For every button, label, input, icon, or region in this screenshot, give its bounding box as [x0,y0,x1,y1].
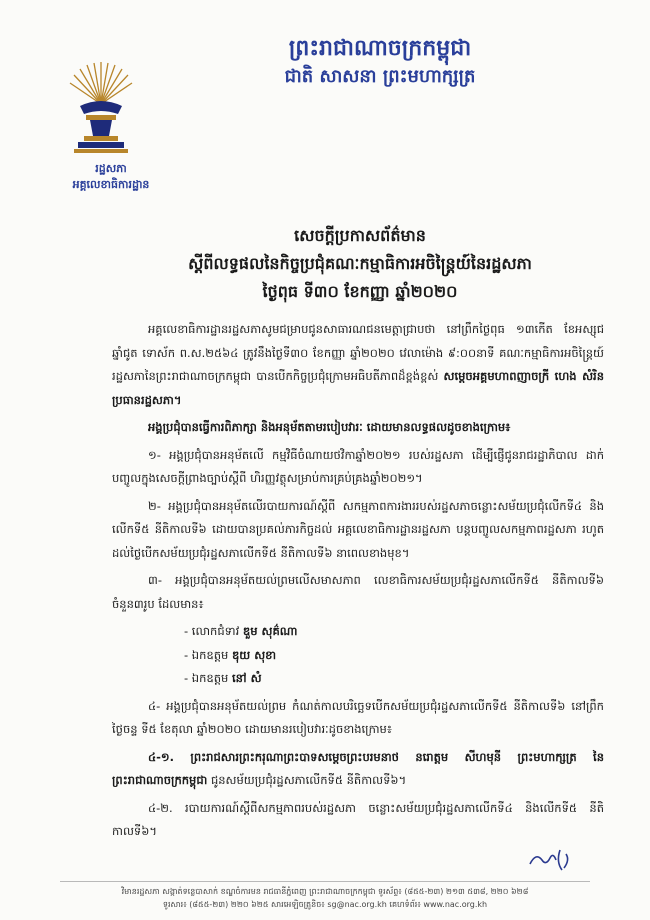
org-department: អគ្គលេខាធិការដ្ឋាន [72,178,150,191]
national-motto: ជាតិ សាសនា ព្រះមហាក្សត្រ [284,66,476,87]
intro-text: អគ្គលេខាធិការដ្ឋានរដ្ឋសភាសូមជម្រាបជូនសាធារណជនមេត្តាជ្រាបថា នៅព្រឹកថ្ងៃពុធ ១៣កើត ខែអស្សុជ ឆ្នាំជូត ទោស័ក ព.ស.២៥៦៤ ត្រូវនឹងថ្ងៃទី៣០ ខែកញ្ញា ឆ្នាំ២០២០ វេលាម៉ោង ៩:០០នាទី គណៈកម្មាធិការអចិន្ត្រៃយ៍រដ្ឋសភានៃព្រះរាជាណាចក្រកម្ពុជា បានបើកកិច្ចប្រជុំក្រោមអធិបតីភាពដ៏ខ្ពង់ខ្ពស់ [112,322,604,383]
title-line-3: ថ្ងៃពុធ ទី៣០ ខែកញ្ញា ឆ្នាំ២០២០ [262,282,458,301]
intro-paragraph [112,318,604,412]
item-4: ៤- អង្គប្រជុំបានអនុម័តយល់ព្រម កំណត់កាលបរិច្ឆេទបើកសម័យប្រជុំរដ្ឋសភាលើកទី៥ នីតិកាលទី៦ នៅព្រឹកថ្ងៃចន្ទ ទី៥ ខែតុលា ឆ្នាំ២០២០ ដោយមានរបៀបវារៈដូចខាងក្រោម៖ [112,698,604,736]
item-3: ៣- អង្គប្រជុំបានអនុម័តយល់ព្រមលើសមាសភាព លេខាធិការសម័យប្រជុំរដ្ឋសភាលើកទី៥ នីតិកាលទី៦ ចំនួន៣រូប ដែលមាន៖ [112,573,604,611]
lead-paragraph: អង្គប្រជុំបានធ្វើការពិភាក្សា និងអនុម័តតាមរបៀបវារៈ ដោយមានលទ្ធផលដូចខាងក្រោម៖ [148,420,511,434]
footer-contact: ទូរសារ៖ (៨៥៥-២៣) ២២០ ៦២៥ សារអេឡិចត្រូនិច៖ sg@nac.org.kh គេហទំព័រ៖ www.nac.org.kh [162,900,488,909]
org-name: រដ្ឋសភា [95,162,127,175]
document-body [112,318,604,848]
signature-initials-icon [526,846,576,874]
item-4-1: ៤-១. ព្រះរាជសារព្រះករុណាព្រះបាទសម្តេចព្រះបរមនាថ នរោត្តម សីហមុនី ព្រះមហាក្សត្រ នៃព្រះរាជាណាចក្រកម្ពុជា ជូនសម័យប្រជុំរដ្ឋសភាលើកទី៥ នីតិកាលទី៦។ [112,749,604,787]
member-2: - ឯកឧត្តម ឌុយ សុខា [184,647,277,662]
title-line-2: ស្តីពីលទ្ធផលនៃកិច្ចប្រជុំគណៈកម្មាធិការអចិន្ត្រៃយ៍នៃរដ្ឋសភា [188,254,532,273]
footer-divider [60,881,590,882]
national-assembly-emblem-icon [66,60,136,156]
item-1: ១- អង្គប្រជុំបានអនុម័តលើ កម្មវិធីចំណាយថវិកាឆ្នាំ២០២១ របស់រដ្ឋសភា ដើម្បីផ្ញើជូនរាជរដ្ឋាភិបាល ដាក់បញ្ចូលក្នុងសេចក្តីព្រាងច្បាប់ស្តីពី ហិរញ្ញវត្ថុសម្រាប់ការគ្រប់គ្រងឆ្នាំ២០២១។ [112,447,604,485]
item-2: ២- អង្គប្រជុំបានអនុម័តលើរបាយការណ៍ស្តីពី សកម្មភាពការងាររបស់រដ្ឋសភាចន្លោះសម័យប្រជុំលើកទី៤ និងលើកទី៥ នីតិកាលទី៦ ដោយបានប្រគល់ភារកិច្ចដល់ អគ្គលេខាធិការដ្ឋានរដ្ឋសភា បន្តបញ្ចូលសកម្មភាពរដ្ឋសភា រហូតដល់ថ្ងៃបើកសម័យប្រជុំរដ្ឋសភាលើកទី៥ នីតិកាលទី៦ នាពេលខាងមុខ។ [112,498,604,560]
item-4-2: ៤-២. របាយការណ៍ស្តីពីសកម្មភាពរបស់រដ្ឋសភា ចន្លោះសម័យប្រជុំរដ្ឋសភាលើកទី៤ និងលើកទី៥ នីតិកាលទី៦។ [112,800,604,838]
member-3: - ឯកឧត្តម នៅ សំ [184,671,262,685]
intro-bold-text: សម្តេចអគ្គមហាពញាចក្រី ហេង សំរិន ប្រធានរដ្ឋសភា។ [112,369,604,407]
member-1: - លោកជំទាវ ឌួម សុគ៌ណា [184,624,298,638]
document-title [120,222,600,306]
kingdom-heading: ព្រះរាជាណាចក្រកម្ពុជា [288,35,472,61]
title-line-1: សេចក្តីប្រកាសព័ត៌មាន [294,226,426,245]
footer-address: វិមានរដ្ឋសភា សង្កាត់ទន្លេបាសាក់ ខណ្ឌចំការមន រាជធានីភ្នំពេញ ព្រះរាជាណាចក្រកម្ពុជា ទូរស័ព្ទ៖ (៨៥៥-២៣) ២១៣ ៥៣៨, ២២០ ៦២៨ [121,887,529,896]
